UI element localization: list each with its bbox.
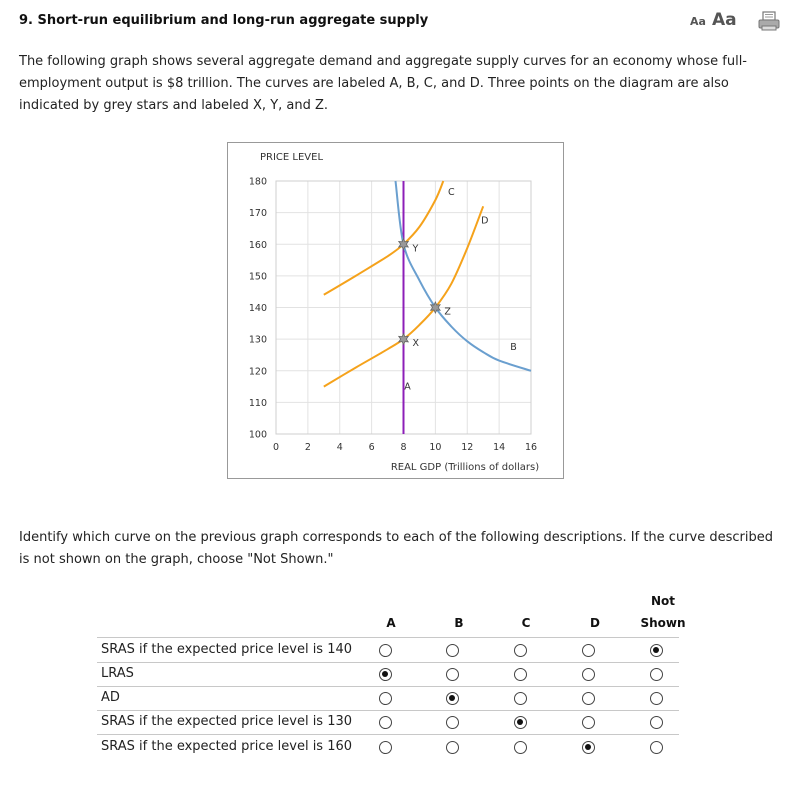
- y-tick-label: 120: [248, 366, 267, 378]
- x-tick-label: 8: [400, 442, 407, 453]
- radio-c[interactable]: [514, 692, 527, 705]
- point-label-z: Z: [444, 306, 451, 318]
- column-header-c: C: [521, 616, 531, 630]
- curve-label-c: C: [447, 187, 455, 199]
- x-tick-label: 4: [336, 442, 343, 453]
- radio-c[interactable]: [514, 741, 527, 754]
- column-header-d: D: [590, 616, 600, 630]
- column-header-b: B: [454, 616, 464, 630]
- column-header-a: A: [386, 616, 396, 630]
- radio-b[interactable]: [446, 644, 459, 657]
- radio-not-shown[interactable]: [650, 644, 663, 657]
- x-tick-label: 16: [524, 442, 538, 453]
- y-tick-label: 110: [248, 397, 267, 409]
- curve-label-d: D: [481, 215, 489, 227]
- y-tick-label: 100: [248, 429, 267, 441]
- printer-icon[interactable]: [758, 10, 780, 32]
- row-label: LRAS: [101, 666, 134, 681]
- x-tick-label: 14: [493, 442, 506, 453]
- radio-a[interactable]: [379, 668, 392, 681]
- radio-not-shown[interactable]: [650, 692, 663, 705]
- radio-a[interactable]: [379, 692, 392, 705]
- radio-b[interactable]: [446, 692, 459, 705]
- x-axis-label: REAL GDP (Trillions of dollars): [390, 462, 540, 473]
- question-title: 9. Short-run equilibrium and long-run aggregate supply: [19, 13, 429, 28]
- point-label-y: Y: [412, 243, 419, 255]
- row-label: SRAS if the expected price level is 160: [101, 739, 353, 754]
- radio-b[interactable]: [446, 741, 459, 754]
- row-divider: [97, 710, 679, 711]
- x-tick-label: 6: [368, 442, 375, 453]
- graph-panel: [227, 142, 564, 479]
- x-tick-label: 10: [429, 442, 442, 453]
- intro-paragraph: The following graph shows several aggregate demand and aggregate supply curves for an economy whose full-employment output is $8 trillion. The curves are labeled A, B, C, and D. Three points on the diagram are also indicated by grey stars and labeled X, Y, and Z.: [19, 54, 747, 113]
- radio-a[interactable]: [379, 716, 392, 729]
- x-tick-label: 2: [304, 442, 311, 453]
- radio-not-shown[interactable]: [650, 716, 663, 729]
- y-tick-label: 160: [248, 239, 267, 251]
- radio-a[interactable]: [379, 741, 392, 754]
- ad-as-graph: [228, 143, 565, 480]
- radio-c[interactable]: [514, 668, 527, 681]
- curve-label-a: A: [404, 381, 411, 393]
- radio-b[interactable]: [446, 716, 459, 729]
- radio-d[interactable]: [582, 741, 595, 754]
- radio-d[interactable]: [582, 668, 595, 681]
- radio-not-shown[interactable]: [650, 668, 663, 681]
- row-divider: [97, 686, 679, 687]
- row-divider: [97, 734, 679, 735]
- column-header-not: Not: [650, 594, 676, 608]
- curve-label-b: B: [510, 342, 517, 354]
- y-tick-label: 170: [248, 208, 267, 220]
- x-tick-label: 0: [272, 442, 280, 453]
- prompt-paragraph: Identify which curve on the previous graph corresponds to each of the following descriptions. If the curve described is not shown on the graph, choose "Not Shown.": [19, 530, 773, 567]
- y-axis-label: PRICE LEVEL: [260, 152, 324, 163]
- table-top-rule: [97, 637, 679, 638]
- y-tick-label: 140: [248, 303, 267, 314]
- x-tick-label: 12: [461, 442, 474, 453]
- radio-d[interactable]: [582, 692, 595, 705]
- radio-not-shown[interactable]: [650, 741, 663, 754]
- y-tick-label: 180: [248, 176, 267, 188]
- font-large-button[interactable]: Aa: [711, 10, 737, 30]
- row-label: SRAS if the expected price level is 130: [101, 714, 353, 729]
- font-size-controls: [690, 10, 737, 30]
- radio-c[interactable]: [514, 716, 527, 729]
- radio-d[interactable]: [582, 644, 595, 657]
- radio-a[interactable]: [379, 644, 392, 657]
- y-tick-label: 150: [248, 271, 267, 283]
- row-label: SRAS if the expected price level is 140: [101, 642, 353, 657]
- row-divider: [97, 662, 679, 663]
- radio-d[interactable]: [582, 716, 595, 729]
- radio-c[interactable]: [514, 644, 527, 657]
- font-small-button[interactable]: Aa: [690, 15, 706, 28]
- point-label-x: X: [412, 338, 420, 350]
- row-label: AD: [101, 690, 120, 705]
- column-header-shown: Shown: [640, 616, 686, 630]
- curve-c: [324, 181, 444, 295]
- y-tick-label: 130: [248, 334, 267, 346]
- radio-b[interactable]: [446, 668, 459, 681]
